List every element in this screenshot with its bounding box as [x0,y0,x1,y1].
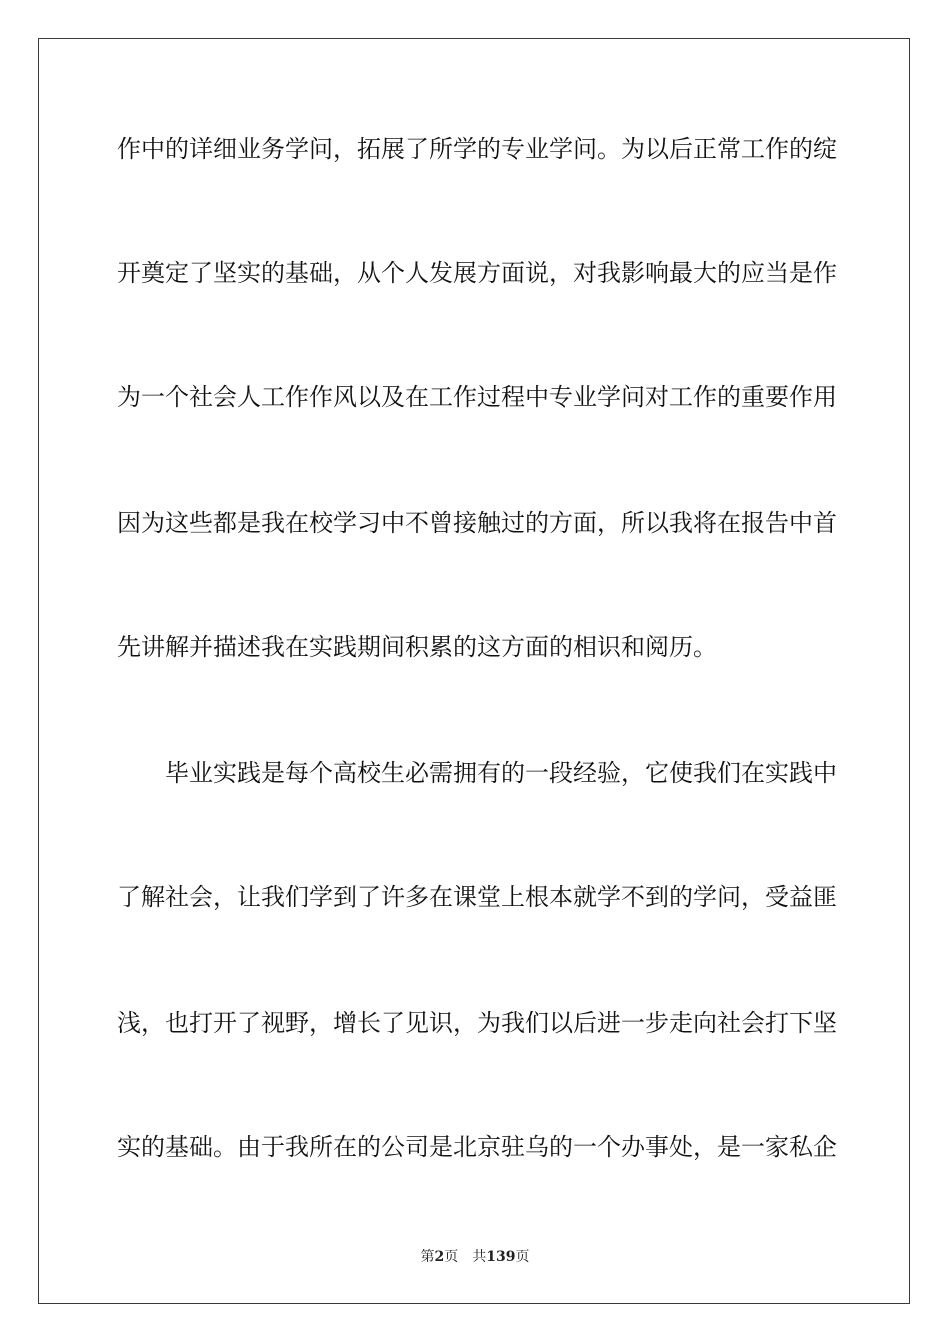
body-line-8: 浅，也打开了视野，增长了见识，为我们以后进一步走向社会打下坚 [117,1009,837,1037]
body-line-4: 因为这些都是我在校学习中不曾接触过的方面，所以我将在报告中首 [117,509,837,537]
body-line-5: 先讲解并描述我在实践期间积累的这方面的相识和阅历。 [117,633,717,661]
page-frame [38,38,910,1304]
body-line-2: 开奠定了坚实的基础，从个人发展方面说，对我影响最大的应当是作 [117,259,837,287]
total-suffix: 页 [515,1249,530,1265]
page-prefix: 第 [420,1249,435,1265]
body-line-9: 实的基础。由于我所在的公司是北京驻乌的一个办事处，是一家私企 [117,1133,837,1161]
body-line-3: 为一个社会人工作作风以及在工作过程中专业学问对工作的重要作用 [117,383,837,411]
body-line-1: 作中的详细业务学问，拓展了所学的专业学问。为以后正常工作的绽 [117,135,837,163]
total-prefix: 共 [472,1249,487,1265]
body-line-7: 了解社会，让我们学到了许多在课堂上根本就学不到的学问，受益匪 [117,883,837,911]
total-pages: 139 [486,1249,516,1265]
page-suffix: 页 [444,1249,459,1265]
paragraph-start-line: 毕业实践是每个高校生必需拥有的一段经验，它使我们在实践中 [165,759,837,787]
page-number: 2 [434,1249,445,1265]
page-footer [0,1248,950,1266]
